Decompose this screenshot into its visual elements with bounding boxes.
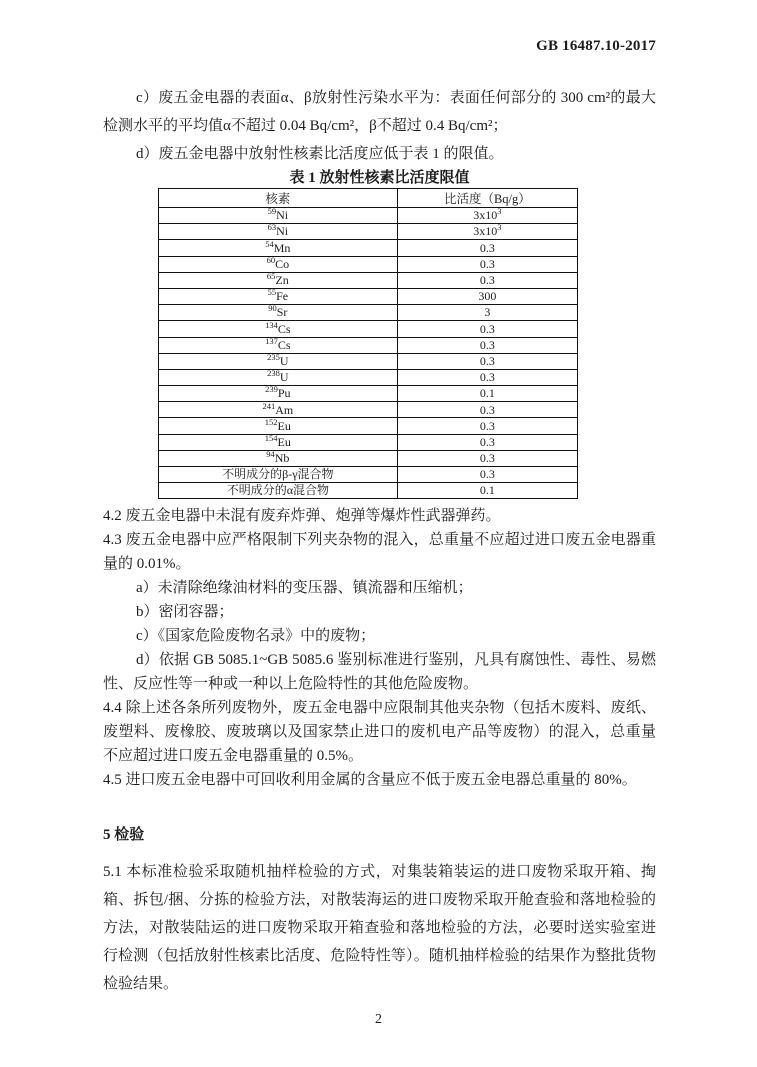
limit-cell: 0.3 [397,321,577,337]
table-row [159,483,578,499]
inclusion-item-a: a）未清除绝缘油材料的变压器、镇流器和压缩机； [136,580,473,596]
limit-cell: 0.3 [397,434,577,450]
table-row [159,288,578,304]
table-row [159,337,578,353]
limit-cell: 0.1 [397,483,577,499]
table-row [159,305,578,321]
table-row [159,321,578,337]
nuclide-cell: $^{137}$Cs [159,337,398,353]
standard-number: GB 16487.10-2017 [536,38,656,54]
clause-4-4: 4.4 除上述各条所列废物外，废五金电器中应限制其他夹杂物（包括木废料、废纸、废塑料、废橡胶、废玻璃以及国家禁止进口的废机电产品等废物）的混入，总重量不应超过进口废五金电器重量的 0.5%。 [103,700,656,764]
nuclide-cell: $^{241}$Am [159,402,398,418]
nuclide-cell: $^{152}$Eu [159,418,398,434]
nuclide-cell: $^{63}$Ni [159,224,398,240]
nuclide-cell: $^{59}$Ni [159,208,398,224]
clause-4-5: 4.5 进口废五金电器中可回收利用金属的含量应不低于废五金电器总重量的 80%。 [103,772,637,788]
clause-4-3: 4.3 废五金电器中应严格限制下列夹杂物的混入，总重量不应超过进口废五金电器重量的 0.01%。 [103,532,656,572]
nuclide-cell: $^{235}$U [159,353,398,369]
limit-cell: $3x10^3$ [397,208,577,224]
nuclide-cell: $^{55}$Fe [159,288,398,304]
page-number: 2 [375,1012,382,1027]
table-row [159,402,578,418]
limit-cell: 0.3 [397,353,577,369]
limit-cell: 0.3 [397,337,577,353]
section-5-heading: 5 检验 [103,827,145,843]
table-header-row [159,189,578,208]
inclusion-item-b: b）密闭容器； [136,604,234,620]
table-header-activity: 比活度（Bq/g） [397,189,577,208]
limit-cell: 0.3 [397,418,577,434]
table-row [159,272,578,288]
table-header-nuclide: 核素 [159,189,398,208]
section-5 [103,824,656,998]
clause-d-paragraph: d）废五金电器中放射性核素比活度应低于表 1 的限值。 [136,146,504,162]
clause-5-1: 5.1 本标准检验采取随机抽样检验的方式，对集装箱装运的进口废物采取开箱、掏箱、拆包/捆、分拣的检验方法，对散装海运的进口废物采取开舱查验和落地检验的方法，对散装陆运的进口废物采取开箱查验和落地检验的方法，必要时送实验室进行检测（包括放射性核素比活度、危险特性等）。随机抽样检验的结果作为整批货物检验结果。 [103,864,656,992]
inclusion-item-c: c）《国家危险废物名录》中的废物； [136,628,376,644]
table-row [159,467,578,483]
limit-cell: 0.3 [397,402,577,418]
limit-cell: 3 [397,305,577,321]
table-title: 表 1 放射性核素比活度限值 [289,170,470,186]
limit-cell: 0.3 [397,256,577,272]
clauses-4-block [103,504,656,792]
table-row [159,418,578,434]
limit-cell: 0.3 [397,467,577,483]
nuclide-cell: $^{134}$Cs [159,321,398,337]
nuclide-limits-table [158,188,578,499]
limit-cell: 0.3 [397,240,577,256]
nuclide-cell: $^{90}$Sr [159,305,398,321]
nuclide-cell: 不明成分的α混合物 [159,483,398,499]
table-row [159,224,578,240]
limit-cell: 0.1 [397,386,577,402]
nuclide-cell: $^{239}$Pu [159,386,398,402]
table-row [159,450,578,466]
inclusion-item-d: d）依据 GB 5085.1~GB 5085.6 鉴别标准进行鉴别，凡具有腐蚀性、毒性、易燃性、反应性等一种或一种以上危险特性的其他危险废物。 [103,652,656,692]
table-row [159,256,578,272]
table-row [159,369,578,385]
limit-cell: 0.3 [397,450,577,466]
clause-c-paragraph: c）废五金电器的表面α、β放射性污染水平为：表面任何部分的 300 cm²的最大检测水平的平均值α不超过 0.04 Bq/cm²，β不超过 0.4 Bq/cm²； [103,90,656,134]
limit-cell: 0.3 [397,272,577,288]
nuclide-cell: 不明成分的β-γ混合物 [159,467,398,483]
nuclide-cell: $^{65}$Zn [159,272,398,288]
table-row [159,208,578,224]
limit-cell: 0.3 [397,369,577,385]
table-row [159,434,578,450]
limit-cell: $3x10^3$ [397,224,577,240]
limit-cell: 300 [397,288,577,304]
table-row [159,240,578,256]
nuclide-cell: $^{54}$Mn [159,240,398,256]
clause-list-cd [103,84,656,168]
clause-4-2: 4.2 废五金电器中未混有废弃炸弹、炮弹等爆炸性武器弹药。 [103,508,501,524]
nuclide-cell: $^{238}$U [159,369,398,385]
nuclide-cell: $^{60}$Co [159,256,398,272]
table-row [159,353,578,369]
nuclide-cell: $^{94}$Nb [159,450,398,466]
nuclide-cell: $^{154}$Eu [159,434,398,450]
table-row [159,386,578,402]
